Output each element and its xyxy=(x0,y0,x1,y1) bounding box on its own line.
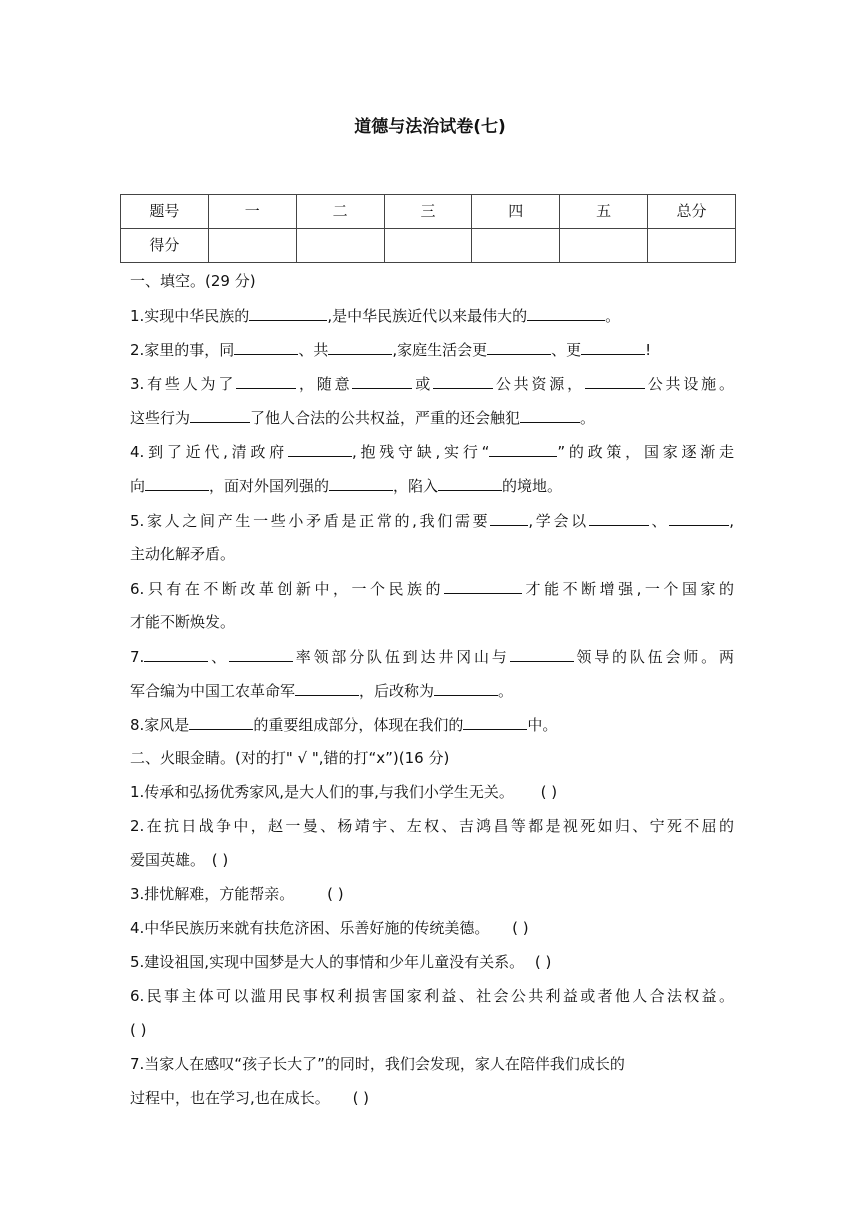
q5-text: 5.家人之间产生一些小矛盾是正常的,我们需要 xyxy=(130,512,491,530)
q3-text: 公共资源， xyxy=(493,375,585,393)
q3-fill-line2 xyxy=(130,406,595,428)
q8-text: 的重要组成部分，体现在我们的 xyxy=(253,716,464,734)
q5-text: ,学会以 xyxy=(528,512,589,530)
q4-fill-line1 xyxy=(130,440,734,462)
answer-paren[interactable]: ( ) xyxy=(534,953,552,971)
q3-text: 3.有些人为了 xyxy=(130,375,237,393)
tf-q2-line1: 2.在抗日战争中，赵一曼、杨靖宇、左权、吉鸿昌等都是视死如归、宁死不屈的 xyxy=(130,817,734,835)
q8-fill xyxy=(130,713,557,735)
q3-text: ，随意 xyxy=(296,375,353,393)
q1-text: ,是中华民族近代以来最伟大的 xyxy=(327,307,528,325)
score-cell[interactable] xyxy=(384,229,472,263)
answer-blank[interactable] xyxy=(328,338,392,355)
q6-fill-line2: 才能不断焕发。 xyxy=(130,613,236,631)
answer-blank[interactable] xyxy=(520,406,580,423)
q3-text: 这些行为 xyxy=(130,409,191,427)
q7-fill-line1 xyxy=(130,645,734,667)
tf-q6-line1: 6.民事主体可以滥用民事权利损害国家利益、社会公共利益或者他人合法权益。 xyxy=(130,987,734,1005)
q3-fill-line1 xyxy=(130,372,734,394)
answer-paren[interactable]: ( ) xyxy=(512,919,529,937)
tf-q1 xyxy=(130,781,557,803)
q3-text: 公共设施。 xyxy=(644,375,734,393)
q8-text: 8.家风是 xyxy=(130,716,190,734)
q3-text: 或 xyxy=(412,375,434,393)
score-cell[interactable] xyxy=(560,229,648,263)
q2-text: 、共 xyxy=(298,341,329,359)
section2-heading: 二、火眼金睛。(对的打" √ ",错的打“x”)(16 分) xyxy=(130,749,450,767)
answer-blank[interactable] xyxy=(329,474,393,491)
tf-q7-line1: 7.当家人在感叹“孩子长大了”的同时，我们会发现，家人在陪伴我们成长的 xyxy=(130,1055,625,1073)
answer-blank[interactable] xyxy=(433,372,493,389)
answer-blank[interactable] xyxy=(234,338,298,355)
answer-blank[interactable] xyxy=(510,645,574,662)
q5-fill-line2: 主动化解矛盾。 xyxy=(130,545,236,563)
score-table-header-cell: 题号 xyxy=(121,195,209,229)
q2-text: ,家庭生活会更 xyxy=(392,341,488,359)
answer-paren[interactable]: ( ) xyxy=(540,783,558,801)
score-cell[interactable] xyxy=(208,229,296,263)
score-table-header-cell: 五 xyxy=(560,195,648,229)
answer-blank[interactable] xyxy=(249,304,327,321)
q7-text: 领导的队伍会师。两 xyxy=(573,648,734,666)
tf-q4-text: 4.中华民族历来就有扶危济困、乐善好施的传统美德。 xyxy=(130,919,490,937)
q7-text: ，后改称为 xyxy=(359,682,435,700)
answer-blank[interactable] xyxy=(229,645,293,662)
score-table-header-row xyxy=(121,195,736,229)
score-table xyxy=(120,194,736,263)
answer-paren[interactable]: ( ) xyxy=(130,1021,147,1039)
q1-fill xyxy=(130,304,620,326)
tf-q5 xyxy=(130,951,551,973)
tf-q3 xyxy=(130,883,344,905)
q6-fill-line1 xyxy=(130,577,734,599)
answer-blank[interactable] xyxy=(581,338,645,355)
score-cell[interactable] xyxy=(296,229,384,263)
answer-blank[interactable] xyxy=(589,509,649,526)
score-cell[interactable] xyxy=(472,229,560,263)
tf-q1-text: 1.传承和弘扬优秀家风,是大人们的事,与我们小学生无关。 xyxy=(130,783,514,801)
q7-text: 7. xyxy=(130,648,145,666)
score-table-header-cell: 四 xyxy=(472,195,560,229)
q8-text: 中。 xyxy=(527,716,558,734)
q6-text: 才能不断增强,一个国家的 xyxy=(522,580,734,598)
tf-q6-line2 xyxy=(130,1019,146,1041)
q1-text: 。 xyxy=(605,307,621,325)
q4-text: ,抱残守缺,实行“ xyxy=(351,443,490,461)
q3-text: 了他人合法的公共权益，严重的还会触犯 xyxy=(250,409,521,427)
q4-text: 4.到了近代,清政府 xyxy=(130,443,288,461)
answer-blank[interactable] xyxy=(288,440,352,457)
answer-blank[interactable] xyxy=(444,577,522,594)
q5-text: , xyxy=(729,512,734,530)
score-table-score-row xyxy=(121,229,736,263)
q7-text: 军合编为中国工农革命军 xyxy=(130,682,296,700)
answer-blank[interactable] xyxy=(434,679,498,696)
q4-text: 向 xyxy=(130,477,146,495)
q2-text: ! xyxy=(645,341,652,359)
q4-text: ，陷入 xyxy=(393,477,439,495)
answer-blank[interactable] xyxy=(527,304,605,321)
answer-blank[interactable] xyxy=(236,372,296,389)
q1-text: 1.实现中华民族的 xyxy=(130,307,250,325)
q2-text: 、更 xyxy=(551,341,582,359)
answer-blank[interactable] xyxy=(490,509,528,526)
tf-q3-text: 3.排忧解难，方能帮亲。 xyxy=(130,885,295,903)
answer-blank[interactable] xyxy=(295,679,359,696)
tf-q2-line2 xyxy=(130,849,228,871)
tf-q7-line2 xyxy=(130,1087,369,1109)
score-table-header-cell: 总分 xyxy=(648,195,736,229)
score-row-label: 得分 xyxy=(121,229,209,263)
answer-blank[interactable] xyxy=(585,372,645,389)
tf-q2-text: 爱国英雄。 xyxy=(130,851,206,869)
answer-blank[interactable] xyxy=(463,713,527,730)
answer-blank[interactable] xyxy=(189,713,253,730)
answer-blank[interactable] xyxy=(438,474,502,491)
answer-blank[interactable] xyxy=(669,509,729,526)
score-table-header-cell: 三 xyxy=(384,195,472,229)
answer-blank[interactable] xyxy=(144,645,208,662)
page-title: 道德与法治试卷(七) xyxy=(354,117,506,137)
score-table-header-cell: 二 xyxy=(296,195,384,229)
q5-fill-line1 xyxy=(130,509,734,531)
answer-blank[interactable] xyxy=(145,474,209,491)
q3-text: 。 xyxy=(580,409,596,427)
answer-blank[interactable] xyxy=(352,372,412,389)
answer-paren[interactable]: ( ) xyxy=(327,885,344,903)
tf-q4 xyxy=(130,917,529,939)
q5-text: 、 xyxy=(648,512,670,530)
q4-text: 的境地。 xyxy=(502,477,563,495)
section1-heading: 一、填空。(29 分) xyxy=(130,272,256,290)
answer-blank[interactable] xyxy=(487,338,551,355)
tf-q5-text: 5.建设祖国,实现中国梦是大人的事情和少年儿童没有关系。 xyxy=(130,953,525,971)
q4-fill-line2 xyxy=(130,474,562,496)
q7-text: 。 xyxy=(498,682,514,700)
q7-text: 率领部分队伍到达井冈山与 xyxy=(292,648,510,666)
q7-text: 、 xyxy=(208,648,229,666)
score-cell[interactable] xyxy=(648,229,736,263)
q7-fill-line2 xyxy=(130,679,513,701)
answer-blank[interactable] xyxy=(190,406,250,423)
score-table-header-cell: 一 xyxy=(208,195,296,229)
answer-blank[interactable] xyxy=(489,440,557,457)
tf-q7-text: 过程中，也在学习,也在成长。 xyxy=(130,1089,330,1107)
answer-paren[interactable]: ( ) xyxy=(211,851,229,869)
q4-text: ，面对外国列强的 xyxy=(209,477,330,495)
q2-fill xyxy=(130,338,651,360)
answer-paren[interactable]: ( ) xyxy=(352,1089,370,1107)
q6-text: 6.只有在不断改革创新中，一个民族的 xyxy=(130,580,445,598)
q2-text: 2.家里的事，同 xyxy=(130,341,235,359)
q4-text: ”的政策，国家逐渐走 xyxy=(557,443,734,461)
